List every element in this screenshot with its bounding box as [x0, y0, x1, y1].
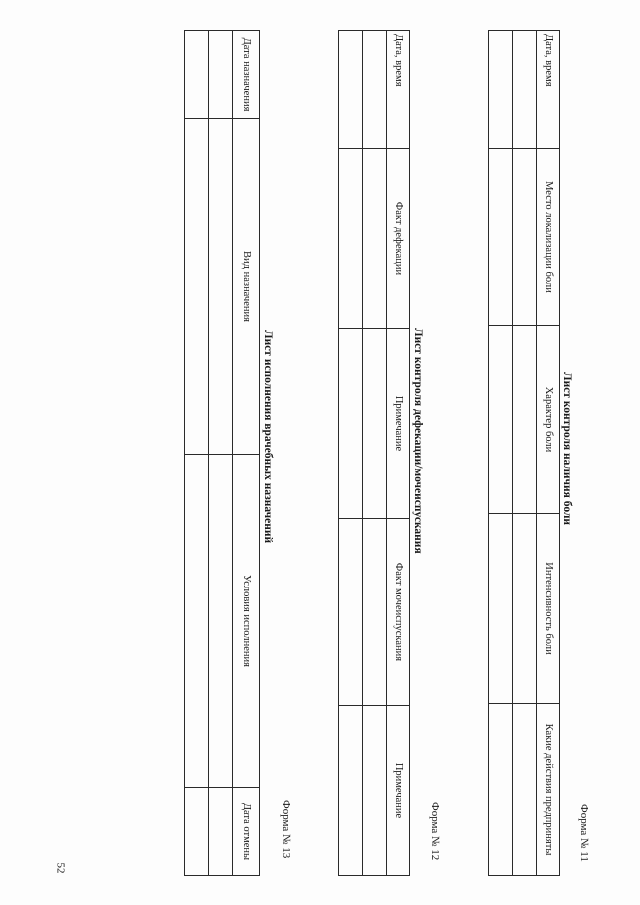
form12-col-datetime: Дата, время — [387, 31, 410, 149]
form12-col-note-2: Примечание — [387, 706, 410, 876]
form11-col-character: Характер боли — [537, 326, 560, 514]
rotated-sheet — [20, 18, 620, 888]
form11-title: Лист контроля наличия боли — [561, 372, 573, 526]
form13-label: Форма № 13 — [280, 800, 292, 859]
table-row — [339, 31, 363, 876]
form11-table — [488, 30, 560, 876]
form11-label: Форма № 11 — [578, 804, 590, 862]
form13-col-cancel-date: Дата отмены — [233, 788, 260, 876]
form13-table — [184, 30, 260, 876]
table-row — [513, 31, 537, 876]
form12-col-defecation: Факт дефекации — [387, 149, 410, 329]
form13-col-assign-date: Дата назначения — [233, 31, 260, 119]
table-row — [489, 31, 513, 876]
form11-col-datetime: Дата, время — [537, 31, 560, 149]
form13-col-assign-type: Вид назначения — [233, 119, 260, 455]
table-row — [185, 31, 209, 876]
form11-col-actions: Какие действия предприняты — [537, 704, 560, 876]
table-row — [363, 31, 387, 876]
form12-label: Форма № 12 — [429, 802, 441, 861]
form13-col-conditions: Условия исполнения — [233, 455, 260, 788]
form12-table — [338, 30, 410, 876]
page-number: 52 — [54, 862, 67, 874]
form12-col-note-1: Примечание — [387, 329, 410, 519]
table-row — [209, 31, 233, 876]
form13-title: Лист исполнения врачебных назначений — [262, 330, 274, 544]
form12-col-urination: Факт мочеиспускания — [387, 519, 410, 706]
form11-col-intensity: Интенсивность боли — [537, 514, 560, 704]
form12-title: Лист контроля дефекации/мочеиспускания — [412, 328, 424, 554]
form11-col-location: Место локализации боли — [537, 149, 560, 326]
